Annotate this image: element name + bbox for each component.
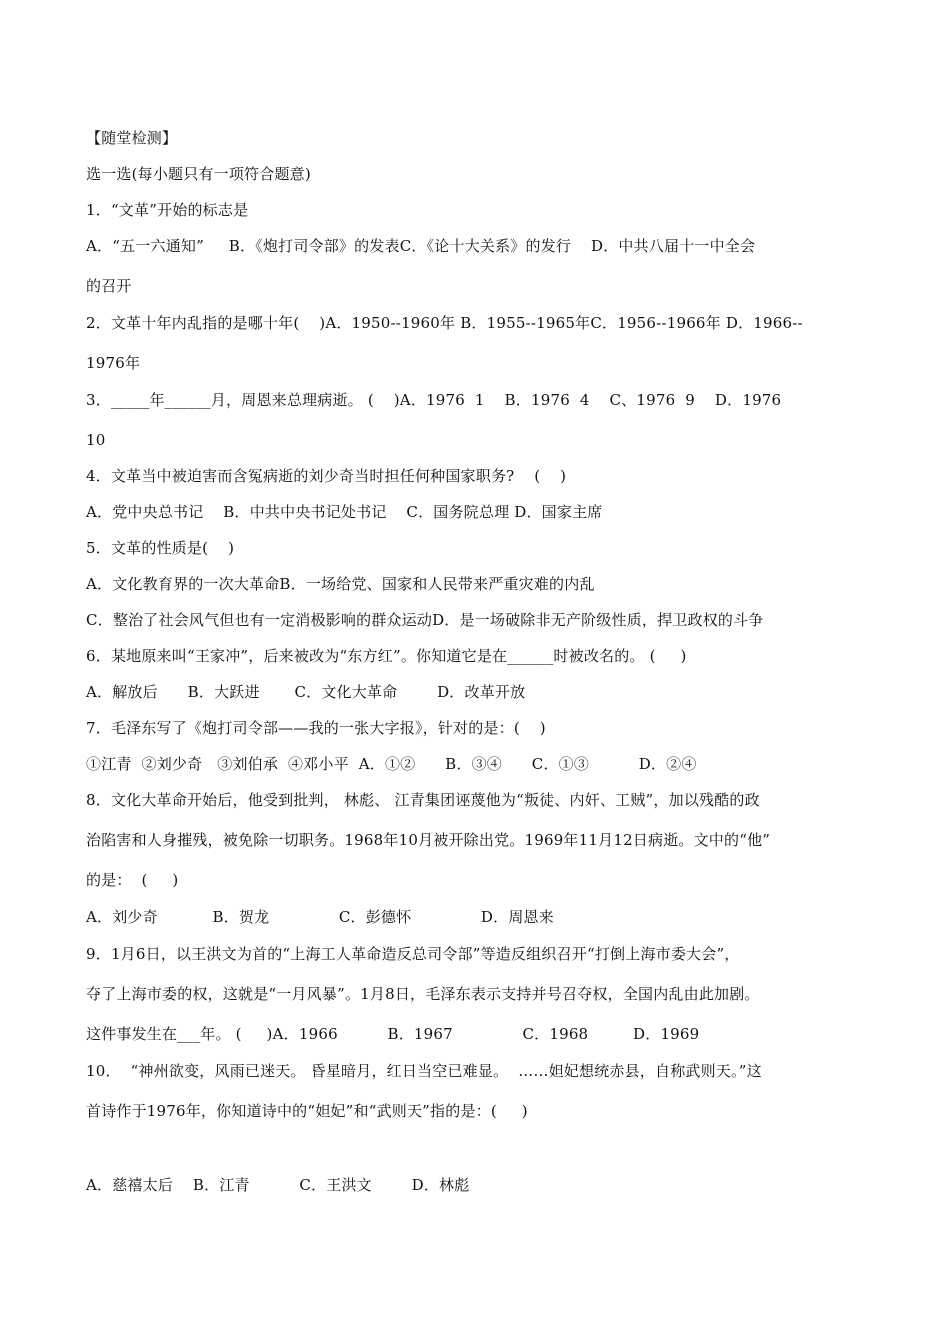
question-4-options: A．党中央总书记 B．中共中央书记处书记 C．国务院总理 D．国家主席: [86, 503, 603, 521]
question-3-cont: 10: [86, 431, 106, 449]
question-4: 4．文革当中被迫害而含冤病逝的刘少奇当时担任何种国家职务? ( ): [86, 467, 567, 485]
question-1-options: A．“五一六通知” B．《炮打司令部》的发表C．《论十大关系》的发行 D．中共八届十一中全会: [86, 237, 756, 255]
question-3: 3．_____年______月，周恩来总理病逝。 ( )A．1976 1 B．1976 4 C、1976 9 D．1976: [86, 391, 782, 409]
question-10-cont: 首诗作于1976年，你知道诗中的“妲妃”和“武则天”指的是：( ): [86, 1102, 528, 1120]
question-2-cont: 1976年: [86, 354, 141, 372]
question-9-cont-1: 夺了上海市委的权，这就是“一月风暴”。1月8日，毛泽东表示支持并号召夺权，全国内乱由此加剧。: [86, 985, 760, 1003]
question-9: 9．1月6日，以王洪文为首的“上海工人革命造反总司令部”等造反组织召开“打倒上海市委大会”，: [86, 945, 740, 963]
question-10-options: A．慈禧太后 B．江青 C．王洪文 D．林彪: [86, 1176, 470, 1194]
question-5-options-a-b: A．文化教育界的一次大革命B．一场给党、国家和人民带来严重灾难的内乱: [86, 575, 595, 593]
question-8-cont-2: 的是： ( ): [86, 871, 179, 889]
question-1: 1．“文革”开始的标志是: [86, 201, 249, 219]
question-10: 10． “神州欲变，风雨已迷天。 昏星暗月，红日当空已难显。 ……妲妃想统赤县，自称武则天。”这: [86, 1062, 762, 1080]
question-6: 6．某地原来叫“王家冲”，后来被改为“东方红”。你知道它是在______时被改名的。 ( ): [86, 647, 687, 665]
question-8-options: A．刘少奇 B．贺龙 C．彭德怀 D．周恩来: [86, 908, 554, 926]
question-8-cont-1: 治陷害和人身摧残，被免除一切职务。1968年10月被开除出党。1969年11月12日病逝。文中的“他”: [86, 831, 771, 849]
instruction-text: 选一选(每小题只有一项符合题意): [86, 165, 311, 183]
question-5-options-c-d: C．整治了社会风气但也有一定消极影响的群众运动D．是一场破除非无产阶级性质，捍卫政权的斗争: [86, 611, 764, 629]
question-9-cont-2: 这件事发生在___年。 ( )A．1966 B．1967 C．1968 D．1969: [86, 1025, 700, 1043]
section-title: 【随堂检测】: [86, 129, 178, 147]
question-6-options: A．解放后 B．大跃进 C．文化大革命 D．改革开放: [86, 683, 526, 701]
question-7-options: ①江青 ②刘少奇 ③刘伯承 ④邓小平 A．①② B．③④ C．①③ D．②④: [86, 755, 697, 773]
question-5: 5．文革的性质是( ): [86, 539, 235, 557]
question-1-options-cont: 的召开: [86, 277, 132, 295]
question-2: 2．文革十年内乱指的是哪十年( )A．1950--1960年 B．1955--1965年C．1956--1966年 D．1966--: [86, 314, 803, 332]
question-7: 7．毛泽东写了《炮打司令部——我的一张大字报》，针对的是：( ): [86, 719, 546, 737]
question-8: 8．文化大革命开始后，他受到批判， 林彪、 江青集团诬蔑他为“叛徒、内奸、工贼”，加以残酷的政: [86, 791, 760, 809]
